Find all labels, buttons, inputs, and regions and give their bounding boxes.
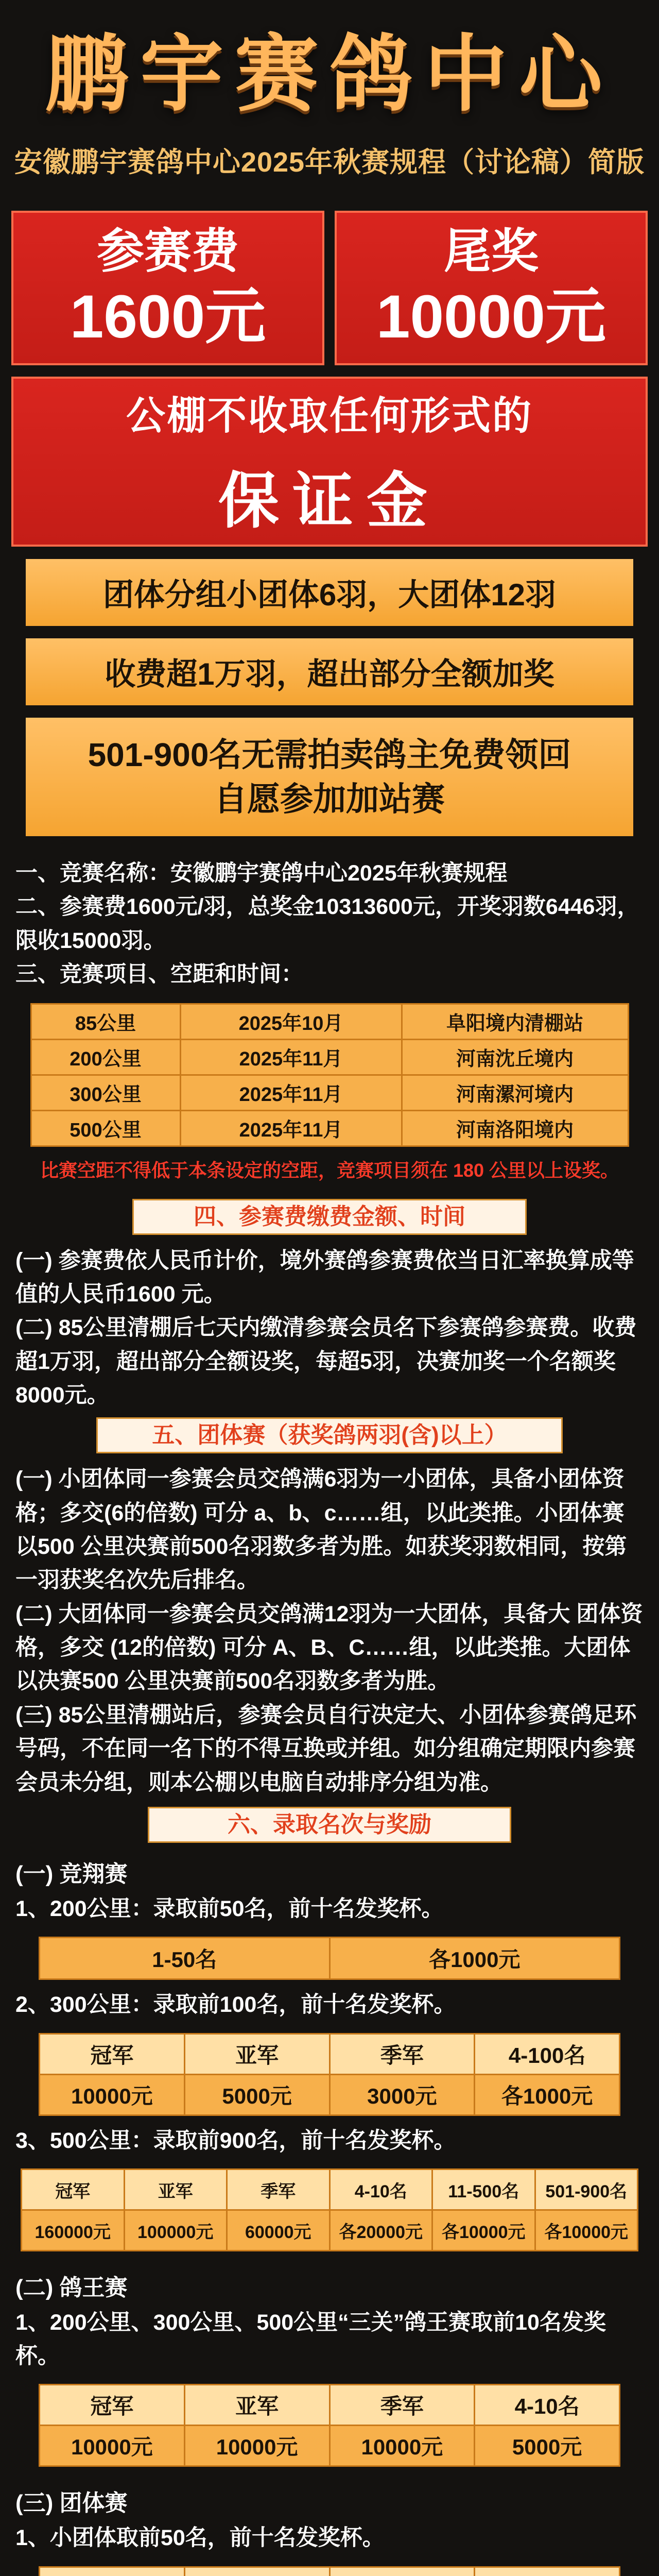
table-cell: 河南沈丘境内 xyxy=(402,1039,628,1075)
table-cell: 5000元 xyxy=(184,2074,330,2115)
table-cell xyxy=(40,2567,185,2576)
table-cell: 2025年11月 xyxy=(180,1075,402,1110)
section-5-p1: (一) 小团体同一参赛会员交鸽满6羽为一小团体，具备小团体资格；多交(6的倍数) 可分 a、b、c……组，以此类推。小团体赛以500 公里决赛前500名羽数多者为胜。如获奖羽数相同，按第一羽获奖名次先后排名。 xyxy=(15,1467,627,1593)
table-cell: 2025年10月 xyxy=(180,1004,402,1039)
table-row xyxy=(40,2033,620,2074)
table-cell xyxy=(184,2567,330,2576)
table-row xyxy=(40,1938,620,1979)
table-cell: 10000元 xyxy=(40,2074,185,2115)
table-cell: 300公里 xyxy=(31,1075,180,1110)
table-cell: 200公里 xyxy=(31,1039,180,1075)
table-cell: 4-10名 xyxy=(330,2170,432,2210)
table-cell: 河南漯河境内 xyxy=(402,1075,628,1110)
table-cell: 10000元 xyxy=(330,2426,475,2466)
deposit-notice-line2: 保证金 xyxy=(218,467,441,535)
r300-prize-table xyxy=(39,2033,620,2116)
section-5-banner: 五、团体赛（获奖鸽两羽(含)以上） xyxy=(96,1417,563,1453)
r200-line: 1、200公里：录取前50名，前十名发奖杯。 xyxy=(15,1896,444,1921)
table-cell: 冠军 xyxy=(22,2170,125,2210)
table-cell: 阜阳境内清棚站 xyxy=(402,1004,628,1039)
entry-fee-box xyxy=(11,211,324,365)
table-row xyxy=(31,1004,628,1039)
free-return-banner xyxy=(26,718,633,836)
table-cell: 10000元 xyxy=(184,2426,330,2466)
king-prize-table xyxy=(39,2384,620,2467)
section-4-p2: (二) 85公里清棚后七天内缴清参赛会员名下参赛鸽参赛费。收费超1万羽，超出部分全额设奖，每超5羽，决赛加奖一个名额奖8000元。 xyxy=(15,1315,637,1408)
small-team-line: 1、小团体取前50名，前十名发奖杯。 xyxy=(15,2526,385,2551)
entry-fee-label: 参赛费 xyxy=(96,225,239,278)
table-cell: 3000元 xyxy=(330,2074,475,2115)
table-row xyxy=(40,2385,620,2426)
table-cell: 各10000元 xyxy=(432,2210,535,2251)
team-heading: (三) 团体赛 xyxy=(15,2490,128,2516)
entry-fee-value: 1600元 xyxy=(70,282,266,351)
tail-prize-box xyxy=(335,211,648,365)
table-cell: 冠军 xyxy=(40,2033,185,2074)
table-row xyxy=(22,2210,638,2251)
fee-row xyxy=(11,211,648,365)
table-cell: 亚军 xyxy=(124,2170,227,2210)
section-4-banner: 四、参赛费缴费金额、时间 xyxy=(132,1199,527,1235)
table-cell: 季军 xyxy=(330,2033,475,2074)
schedule-heading: 三、竞赛项目、空距和时间： xyxy=(15,962,303,987)
table-cell: 4-100名 xyxy=(475,2033,620,2074)
section-5-p3: (三) 85公里清棚站后，参赛会员自行决定大、小团体参赛鸽足环号码，不在同一名下的不得互换或并组。如分组确定期限内参赛会员未分组，则本公棚以电脑自动排序分组为准。 xyxy=(15,1702,637,1795)
table-cell: 100000元 xyxy=(124,2210,227,2251)
section-6-banner: 六、录取名次与奖励 xyxy=(148,1807,511,1843)
tail-prize-value: 10000元 xyxy=(376,282,606,351)
table-cell: 85公里 xyxy=(31,1004,180,1039)
extra-prize-text: 收费超1万羽，超出部分全额加奖 xyxy=(105,657,554,692)
king-heading: (二) 鸽王赛 xyxy=(15,2275,128,2301)
main-title: 鹏宇赛鸽中心 xyxy=(45,28,614,121)
r500-line: 3、500公里：录取前900名，前十名发奖杯。 xyxy=(15,2128,456,2153)
table-cell: 季军 xyxy=(330,2385,475,2426)
schedule-note: 比赛空距不得低于本条设定的空距，竞赛项目须在 180 公里以上设奖。 xyxy=(40,1159,619,1181)
table-cell xyxy=(475,2567,620,2576)
schedule-table xyxy=(30,1003,629,1147)
tail-prize-label: 尾奖 xyxy=(443,225,539,278)
table-cell: 4-10名 xyxy=(475,2385,620,2426)
r300-line: 2、300公里：录取前100名，前十名发奖杯。 xyxy=(15,1992,456,2018)
fee-line: 二、参赛费1600元/羽，总奖金10313600元，开奖羽数6446羽，限收15000羽。 xyxy=(15,894,639,953)
table-cell: 1-50名 xyxy=(40,1938,330,1979)
race-name-line: 一、竞赛名称：安徽鹏宇赛鸽中心2025年秋赛规程 xyxy=(15,861,508,886)
race-heading: (一) 竞翔赛 xyxy=(15,1861,128,1887)
table-cell: 季军 xyxy=(227,2170,330,2210)
subtitle: 安徽鹏宇赛鸽中心2025年秋赛规程（讨论稿）简版 xyxy=(14,147,645,178)
table-cell: 10000元 xyxy=(40,2426,185,2466)
table-cell: 亚军 xyxy=(184,2033,330,2074)
free-return-line2: 自愿参加加站赛 xyxy=(214,781,445,818)
table-cell: 各1000元 xyxy=(475,2074,620,2115)
table-cell: 亚军 xyxy=(184,2385,330,2426)
r200-prize-table xyxy=(39,1937,620,1980)
table-cell: 5000元 xyxy=(475,2426,620,2466)
king-line: 1、200公里、300公里、500公里“三关”鸽王赛取前10名发奖杯。 xyxy=(15,2310,606,2368)
table-row xyxy=(31,1110,628,1146)
section-4-p1: (一) 参赛费依人民币计价，境外赛鸽参赛费依当日汇率换算成等值的人民币1600 元。 xyxy=(15,1248,634,1307)
table-cell: 2025年11月 xyxy=(180,1110,402,1146)
table-row xyxy=(40,2567,620,2576)
table-cell: 2025年11月 xyxy=(180,1039,402,1075)
table-cell: 河南洛阳境内 xyxy=(402,1110,628,1146)
table-cell: 11-500名 xyxy=(432,2170,535,2210)
table-cell: 各10000元 xyxy=(535,2210,638,2251)
table-cell: 60000元 xyxy=(227,2210,330,2251)
table-row xyxy=(31,1075,628,1110)
table-cell: 各20000元 xyxy=(330,2210,432,2251)
deposit-notice xyxy=(11,377,648,547)
table-cell: 160000元 xyxy=(22,2210,125,2251)
free-return-line1: 501-900名无需拍卖鸽主免费领回 xyxy=(88,736,571,773)
table-cell: 501-900名 xyxy=(535,2170,638,2210)
section-5-body xyxy=(15,1463,644,1800)
table-row xyxy=(22,2170,638,2210)
section-1-3 xyxy=(15,857,644,991)
table-row xyxy=(31,1039,628,1075)
deposit-notice-line1: 公棚不收取任何形式的 xyxy=(126,394,533,438)
team-group-banner xyxy=(26,559,633,626)
small-team-prize-table xyxy=(39,2566,620,2576)
header xyxy=(0,0,659,180)
extra-prize-banner xyxy=(26,638,633,705)
team-group-text: 团体分组小团体6羽，大团体12羽 xyxy=(102,578,557,613)
section-4-body xyxy=(15,1244,644,1413)
table-row xyxy=(40,2426,620,2466)
table-cell: 500公里 xyxy=(31,1110,180,1146)
table-cell: 冠军 xyxy=(40,2385,185,2426)
table-cell: 各1000元 xyxy=(330,1938,620,1979)
table-cell xyxy=(330,2567,475,2576)
section-5-p2: (二) 大团体同一参赛会员交鸽满12羽为一大团体，具备大 团体资格，多交 (12的倍数) 可分 A、B、C……组，以此类推。大团体以决赛500 公里决赛前500名羽数多者为胜。 xyxy=(15,1601,643,1694)
r500-prize-table xyxy=(21,2168,638,2251)
table-row xyxy=(40,2074,620,2115)
